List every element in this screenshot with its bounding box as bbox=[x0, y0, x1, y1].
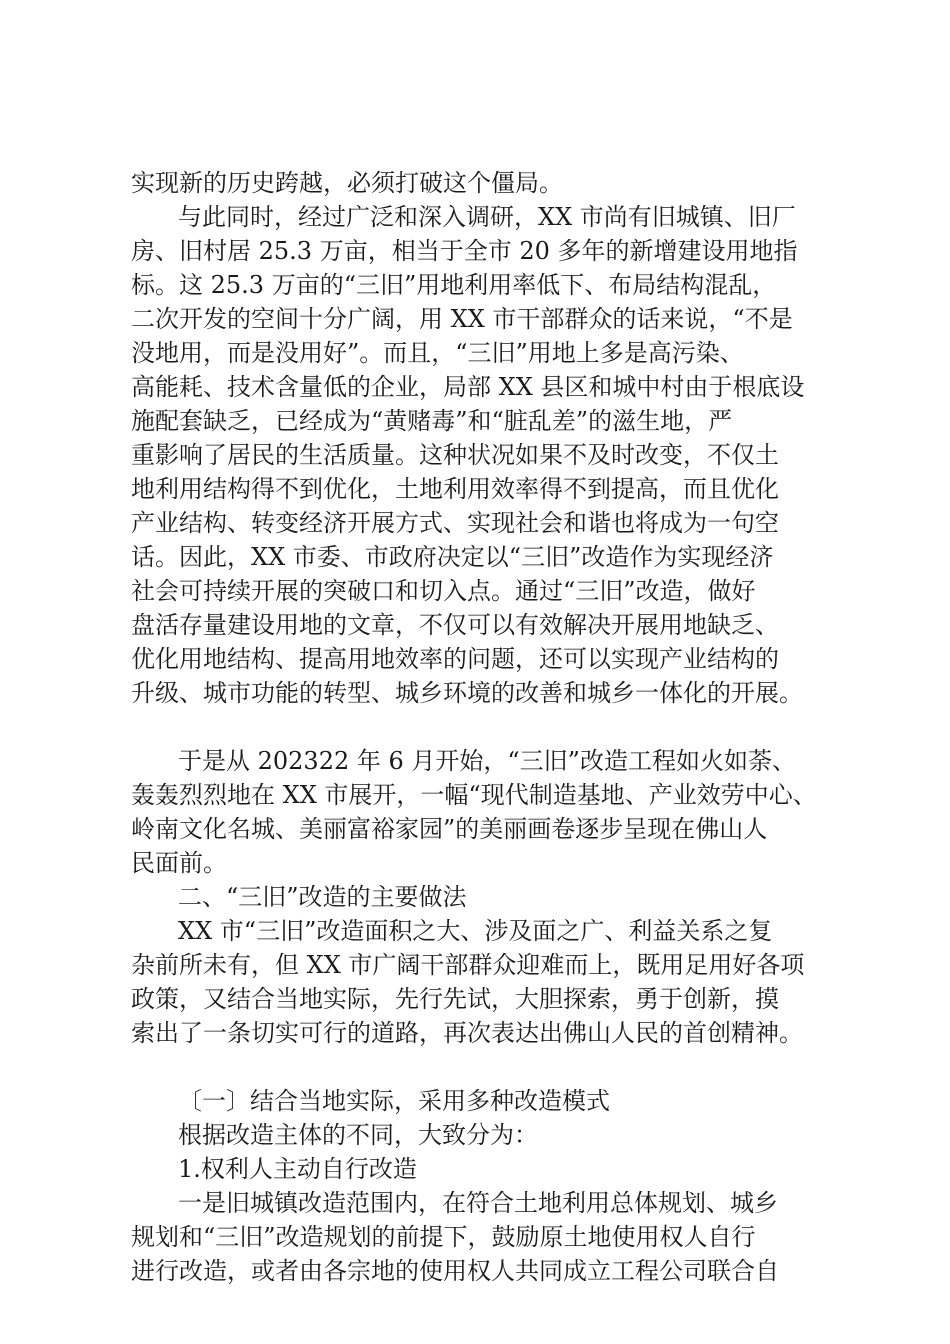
paragraph-line: 索出了一条切实可行的道路，再次表达出佛山人民的首创精神。 bbox=[131, 1019, 803, 1047]
paragraph-line: 产业结构、转变经济开展方式、实现社会和谐也将成为一句空 bbox=[131, 509, 779, 537]
paragraph-line: 话。因此，XX 市委、市政府决定以“三旧”改造作为实现经济 bbox=[131, 543, 774, 571]
subsection-heading: 〔一〕结合当地实际，采用多种改造模式 bbox=[178, 1087, 610, 1115]
paragraph-line: 进行改造，或者由各宗地的使用权人共同成立工程公司联合自 bbox=[131, 1257, 779, 1285]
paragraph-line: 根据改造主体的不同，大致分为： bbox=[178, 1121, 538, 1149]
paragraph-line: 盘活存量建设用地的文章，不仅可以有效解决开展用地缺乏、 bbox=[131, 611, 779, 639]
paragraph-line: 一是旧城镇改造范围内，在符合土地利用总体规划、城乡 bbox=[178, 1189, 778, 1217]
paragraph-line: 升级、城市功能的转型、城乡环境的改善和城乡一体化的开展。 bbox=[131, 679, 803, 707]
paragraph-line: 标。这 25.3 万亩的“三旧”用地利用率低下、布局结构混乱， bbox=[131, 271, 777, 299]
paragraph-line: 施配套缺乏，已经成为“黄赌毒”和“脏乱差”的滋生地，严 bbox=[131, 407, 733, 435]
paragraph-line: 地利用结构得不到优化，土地利用效率得不到提高，而且优化 bbox=[131, 475, 779, 503]
paragraph-line: 二次开发的空间十分广阔，用 XX 市干部群众的话来说，“不是 bbox=[131, 305, 793, 333]
paragraph-line: 重影响了居民的生活质量。这种状况如果不及时改变，不仅土 bbox=[131, 441, 779, 469]
section-heading: 二、“三旧”改造的主要做法 bbox=[178, 883, 467, 911]
paragraph-line: 于是从 202322 年 6 月开始，“三旧”改造工程如火如荼、 bbox=[178, 747, 796, 775]
paragraph-line: 政策，又结合当地实际，先行先试，大胆探索，勇于创新，摸 bbox=[131, 985, 779, 1013]
paragraph-line: 民面前。 bbox=[131, 849, 227, 877]
paragraph-line: 与此同时，经过广泛和深入调研，XX 市尚有旧城镇、旧厂 bbox=[178, 203, 796, 231]
paragraph-line: XX 市“三旧”改造面积之大、涉及面之广、利益关系之复 bbox=[178, 917, 773, 945]
paragraph-line: 高能耗、技术含量低的企业，局部 XX 县区和城中村由于根底设 bbox=[131, 373, 805, 401]
paragraph-line: 实现新的历史跨越，必须打破这个僵局。 bbox=[131, 169, 563, 197]
paragraph-line: 房、旧村居 25.3 万亩，相当于全市 20 多年的新增建设用地指 bbox=[131, 237, 798, 265]
paragraph-line: 社会可持续开展的突破口和切入点。通过“三旧”改造，做好 bbox=[131, 577, 756, 605]
paragraph-line: 没地用，而是没用好”。而且，“三旧”用地上多是高污染、 bbox=[131, 339, 744, 367]
subsection-heading: 1.权利人主动自行改造 bbox=[178, 1155, 417, 1183]
paragraph-line: 优化用地结构、提高用地效率的问题，还可以实现产业结构的 bbox=[131, 645, 779, 673]
paragraph-line: 岭南文化名城、美丽富裕家园”的美丽画卷逐步呈现在佛山人 bbox=[131, 815, 768, 843]
paragraph-line: 规划和“三旧”改造规划的前提下，鼓励原土地使用权人自行 bbox=[131, 1223, 756, 1251]
paragraph-line: 杂前所未有，但 XX 市广阔干部群众迎难而上，既用足用好各项 bbox=[131, 951, 805, 979]
paragraph-gap bbox=[131, 710, 831, 744]
document-body bbox=[131, 166, 831, 1288]
paragraph-gap bbox=[131, 1050, 831, 1084]
paragraph-line: 轰轰烈烈地在 XX 市展开，一幅“现代制造基地、产业效劳中心、 bbox=[131, 781, 817, 809]
